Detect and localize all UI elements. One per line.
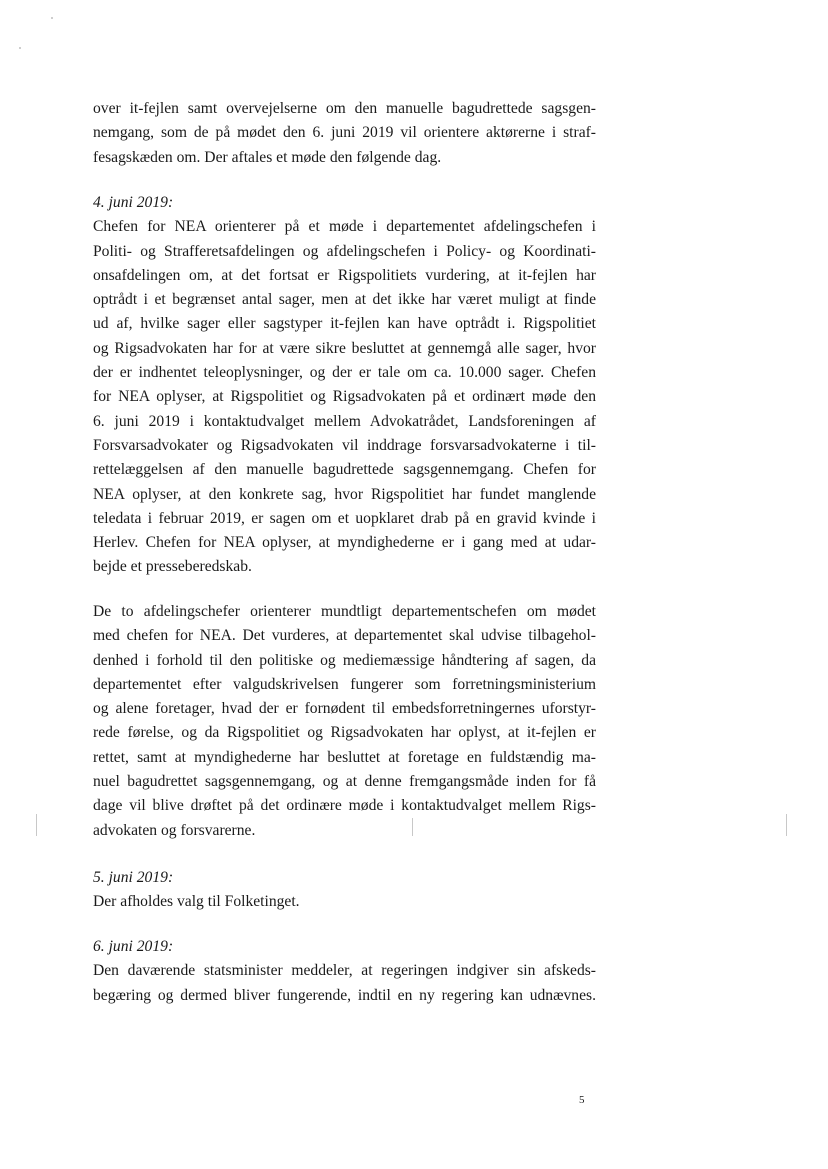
text-line: rede førelse, og da Rigspolitiet og Rigsadvokaten har oplyst, at it-fejlen er	[93, 724, 596, 742]
text-line: denhed i forhold til den politiske og mediemæssige håndtering af sagen, da	[93, 651, 596, 669]
text-line: og Rigsadvokaten har for at være sikre besluttet at gennemgå alle sager, hvor	[93, 339, 596, 357]
text-line: dage vil blive drøftet på det ordinære møde i kontaktudvalget mellem Rigs-	[93, 797, 596, 815]
text-line: Den daværende statsminister meddeler, at regeringen indgiver sin afskeds-	[93, 962, 596, 980]
scan-speck	[51, 17, 53, 19]
text-line: og alene foretager, hvad der er fornødent til embedsforretningernes uforstyr-	[93, 700, 596, 718]
entry-4-juni	[93, 191, 596, 580]
text-line: nemgang, som de på mødet den 6. juni 2019 vil orientere aktørerne i straf-	[93, 124, 596, 142]
entry-6-juni	[93, 935, 596, 1008]
text-line: optrådt i et begrænset antal sager, men at det ikke har været muligt at finde	[93, 291, 596, 309]
text-line: Chefen for NEA orienterer på et møde i departementet afdelingschefen i	[93, 218, 596, 236]
text-line: fesagskæden om. Der aftales et møde den følgende dag.	[93, 148, 442, 166]
text-line: med chefen for NEA. Det vurderes, at departementet skal udvise tilbagehol-	[93, 627, 596, 645]
text-line: bejde et presseberedskab.	[93, 558, 252, 576]
text-line: rettelæggelsen af den manuelle bagudrettede sagsgennemgang. Chefen for	[93, 461, 596, 479]
text-line: over it-fejlen samt overvejelserne om den manuelle bagudrettede sagsgen-	[93, 100, 596, 117]
text-line: teledata i februar 2019, er sagen om et uopklaret drab på en gravid kvinde i	[93, 509, 596, 527]
scan-speck	[19, 47, 21, 49]
text-line: onsafdelingen om, at det fortsat er Rigspolitiets vurdering, at it-fejlen har	[93, 266, 596, 284]
entry-date: 6. juni 2019:	[93, 938, 174, 955]
text-line: Politi- og Strafferetsafdelingen og afdelingschefen i Policy- og Koordinati-	[93, 242, 596, 260]
scan-line-left	[36, 814, 37, 836]
entry-date: 4. juni 2019:	[93, 194, 174, 211]
text-line: Der afholdes valg til Folketinget.	[93, 893, 300, 911]
text-line: Herlev. Chefen for NEA oplyser, at myndighederne er i gang med at udar-	[93, 534, 596, 552]
text-line: begæring og dermed bliver fungerende, indtil en ny regering kan udnævnes.	[93, 986, 596, 1004]
paragraph-continuation	[93, 97, 596, 170]
text-line: rettet, samt at myndighederne har besluttet at foretage en fuldstændig ma-	[93, 748, 596, 766]
text-line: 6. juni 2019 i kontaktudvalget mellem Advokatrådet, Landsforeningen af	[93, 412, 596, 430]
text-line: advokaten og forsvarerne.	[93, 821, 256, 839]
text-line: Forsvarsadvokater og Rigsadvokaten vil inddrage forsvarsadvokaterne i til-	[93, 436, 596, 454]
text-line: NEA oplyser, at den konkrete sag, hvor Rigspolitiet har fundet manglende	[93, 485, 596, 503]
text-line: for NEA oplyser, at Rigspolitiet og Rigsadvokaten på et ordinært møde den	[93, 388, 596, 406]
text-line: der er indhentet teleoplysninger, og der er tale om ca. 10.000 sager. Chefen	[93, 364, 596, 382]
text-line: ud af, hvilke sager eller sagstyper it-fejlen kan have optrådt i. Rigspolitiet	[93, 315, 596, 333]
page-number: 5	[579, 1094, 585, 1106]
entry-date: 5. juni 2019:	[93, 869, 174, 886]
entry-5-juni	[93, 866, 596, 915]
text-line: De to afdelingschefer orienterer mundtligt departementschefen om mødet	[93, 603, 596, 620]
text-line: departementet efter valgudskrivelsen fungerer som forretningsministerium	[93, 675, 596, 693]
text-line: nuel bagudrettet sagsgennemgang, og at denne fremgangsmåde inden for få	[93, 773, 596, 791]
scan-line-right	[786, 814, 787, 836]
paragraph-department	[93, 600, 596, 843]
